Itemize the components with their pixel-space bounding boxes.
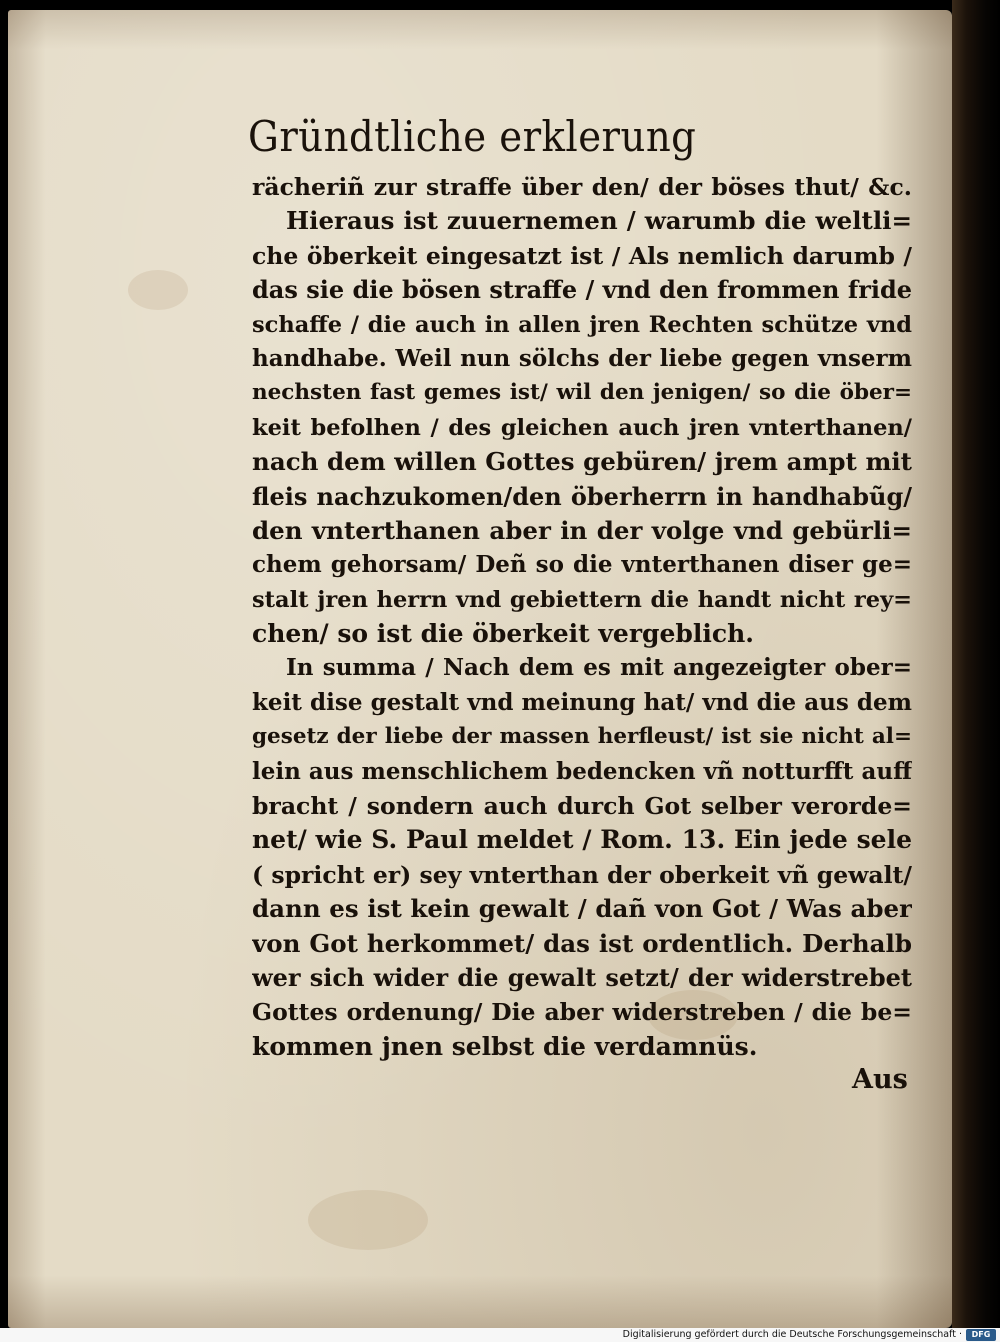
text-line: In summa / Nach dem es mit angezeigter ober=	[286, 654, 912, 682]
text-line: stalt jren herrn vnd gebiettern die handt nicht rey=	[252, 586, 912, 613]
text-line: net/ wie S. Paul meldet / Rom. 13. Ein jede sele	[252, 825, 912, 855]
text-line: das sie die bösen straffe / vnd den frommen fride	[252, 275, 912, 305]
text-line: kommen jnen selbst die verdamnüs.	[252, 1031, 758, 1061]
text-line: den vnterthanen aber in der volge vnd gebürli=	[252, 515, 912, 545]
catchword: Aus	[852, 1064, 908, 1095]
text-line: von Got herkommet/ das ist ordentlich. Derhalb	[252, 928, 912, 958]
text-line: dann es ist kein gewalt / dañ von Got / Was aber	[252, 894, 912, 924]
text-line: gesetz der liebe der massen herfleust/ ist sie nicht al=	[252, 724, 912, 750]
text-line: schaffe / die auch in allen jren Rechten schütze vnd	[252, 311, 912, 338]
text-line: bracht / sondern auch durch Got selber verorde=	[252, 792, 912, 821]
text-line: rächeriñ zur straffe über den/ der böses thut/ &c.	[252, 173, 912, 201]
text-line: wer sich wider die gewalt setzt/ der widerstrebet	[252, 962, 912, 992]
text-line: Gottes ordenung/ Die aber widerstreben / die be=	[252, 998, 912, 1027]
text-line: ( spricht er) sey vnterthan der oberkeit vñ gewalt/	[252, 860, 912, 889]
text-line: chen/ so ist die öberkeit vergeblich.	[252, 619, 754, 649]
text-line: che öberkeit eingesatzt ist / Als nemlich darumb /	[252, 241, 912, 270]
footer-bar	[0, 1328, 1000, 1342]
text-line: nach dem willen Gottes gebüren/ jrem ampt mit	[252, 447, 912, 477]
text-line: handhabe. Weil nun sölchs der liebe gegen vnserm	[252, 344, 912, 372]
body-text	[252, 170, 912, 1070]
running-head: Gründtliche erklerung	[248, 112, 697, 161]
text-line: keit befolhen / des gleichen auch jren vnterthanen/	[252, 414, 912, 441]
book-gutter-shadow	[952, 0, 1000, 1342]
text-line: Hieraus ist zuuernemen / warumb die weltli=	[286, 206, 912, 236]
text-line: keit dise gestalt vnd meinung hat/ vnd die aus dem	[252, 688, 912, 716]
digitization-credit: Digitalisierung gefördert durch die Deutsche Forschungsgemeinschaft ·	[622, 1329, 962, 1340]
text-line: chem gehorsam/ Deñ so die vnterthanen diser ge=	[252, 551, 912, 579]
text-line: fleis nachzukomen/den öberherrn in handhabũg/	[252, 481, 912, 511]
text-line: lein aus menschlichem bedencken vñ notturfft auff	[252, 757, 912, 785]
text-line: nechsten fast gemes ist/ wil den jenigen/ so die öber=	[252, 380, 912, 406]
dfg-logo-icon[interactable]: DFG	[966, 1329, 996, 1341]
